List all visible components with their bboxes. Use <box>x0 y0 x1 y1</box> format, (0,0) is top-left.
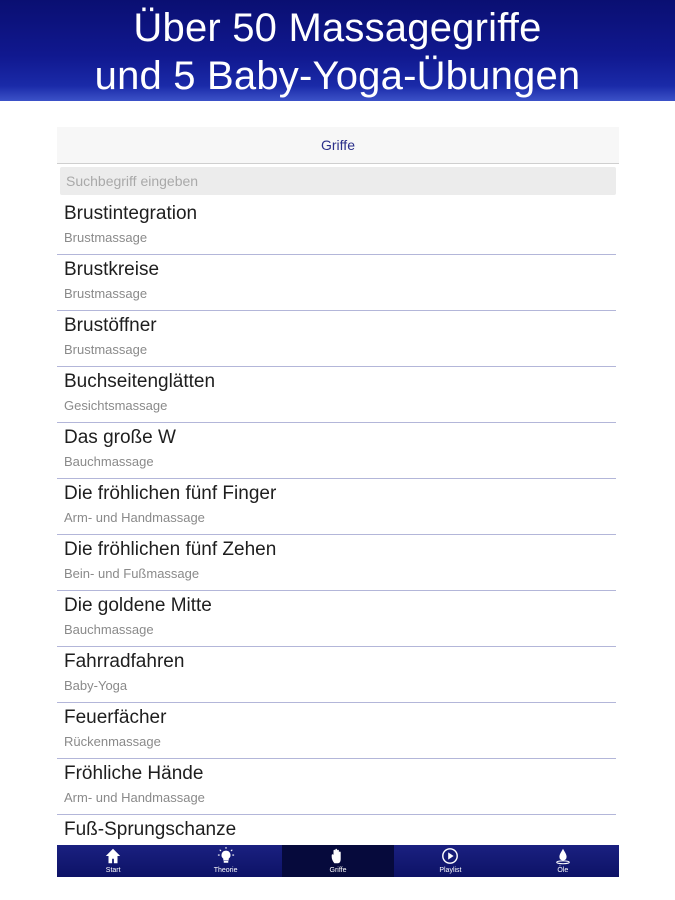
app-screen <box>57 127 619 877</box>
nav-title: Griffe <box>321 137 355 153</box>
list-item[interactable] <box>57 255 616 311</box>
grip-list <box>57 199 619 853</box>
tab-playlist[interactable] <box>394 845 506 877</box>
tab-theorie[interactable] <box>169 845 281 877</box>
list-item[interactable] <box>57 591 616 647</box>
list-item[interactable] <box>57 423 616 479</box>
tab-griffe[interactable] <box>282 845 394 877</box>
list-item-title: Fuß-Sprungschanze <box>64 819 237 840</box>
list-item[interactable] <box>57 759 616 815</box>
tab-label: Griffe <box>329 867 347 874</box>
tab-start[interactable] <box>57 845 169 877</box>
list-item-subtitle: Brustmassage <box>64 230 148 245</box>
list-item-subtitle: Gesichtsmassage <box>64 398 168 413</box>
list-item-subtitle: Bein- und Fußmassage <box>64 566 200 581</box>
list-item[interactable] <box>57 367 616 423</box>
list-item-title: Die fröhlichen fünf Finger <box>64 483 277 504</box>
list-item-subtitle: Arm- und Handmassage <box>64 510 205 525</box>
list-item[interactable] <box>57 199 616 255</box>
list-item-subtitle: Arm- und Handmassage <box>64 790 205 805</box>
list-item-title: Brustöffner <box>64 315 157 336</box>
list-item-subtitle: Rückenmassage <box>64 734 161 749</box>
list-item-subtitle: Bauchmassage <box>64 454 154 469</box>
oil-drop-icon <box>507 847 619 867</box>
list-item[interactable] <box>57 479 616 535</box>
tab-label: Start <box>105 867 121 874</box>
hand-icon <box>282 847 394 867</box>
list-item[interactable] <box>57 535 616 591</box>
tab-bar <box>57 845 619 877</box>
list-item[interactable] <box>57 647 616 703</box>
list-item-title: Fahrradfahren <box>64 651 185 672</box>
house-icon <box>57 847 169 867</box>
nav-bar <box>57 127 619 164</box>
list-item-title: Brustintegration <box>64 203 198 224</box>
search-placeholder: Suchbegriff eingeben <box>66 173 199 189</box>
list-item-title: Das große W <box>64 427 176 448</box>
list-item-subtitle: Bauchmassage <box>64 622 154 637</box>
list-item-title: Feuerfächer <box>64 707 167 728</box>
search-field[interactable] <box>60 167 616 195</box>
tab-oele[interactable] <box>507 845 619 877</box>
list-item[interactable] <box>57 311 616 367</box>
play-icon <box>394 847 506 867</box>
list-item-subtitle: Brustmassage <box>64 342 148 357</box>
tab-label: Playlist <box>439 867 462 874</box>
tab-label: Öle <box>557 867 569 874</box>
list-item-title: Fröhliche Hände <box>64 763 204 784</box>
list-item[interactable] <box>57 703 616 759</box>
lightbulb-icon <box>169 847 281 867</box>
list-item-title: Die goldene Mitte <box>64 595 212 616</box>
banner-line-1: Über 50 Massagegriffe <box>133 6 542 50</box>
promo-banner <box>0 0 675 101</box>
list-item-title: Die fröhlichen fünf Zehen <box>64 539 277 560</box>
list-item-title: Brustkreise <box>64 259 160 280</box>
list-item-subtitle: Brustmassage <box>64 286 148 301</box>
tab-label: Theorie <box>213 867 238 874</box>
banner-line-2: und 5 Baby-Yoga-Übungen <box>94 54 581 98</box>
list-item-subtitle: Baby-Yoga <box>64 678 128 693</box>
list-item-title: Buchseitenglätten <box>64 371 216 392</box>
